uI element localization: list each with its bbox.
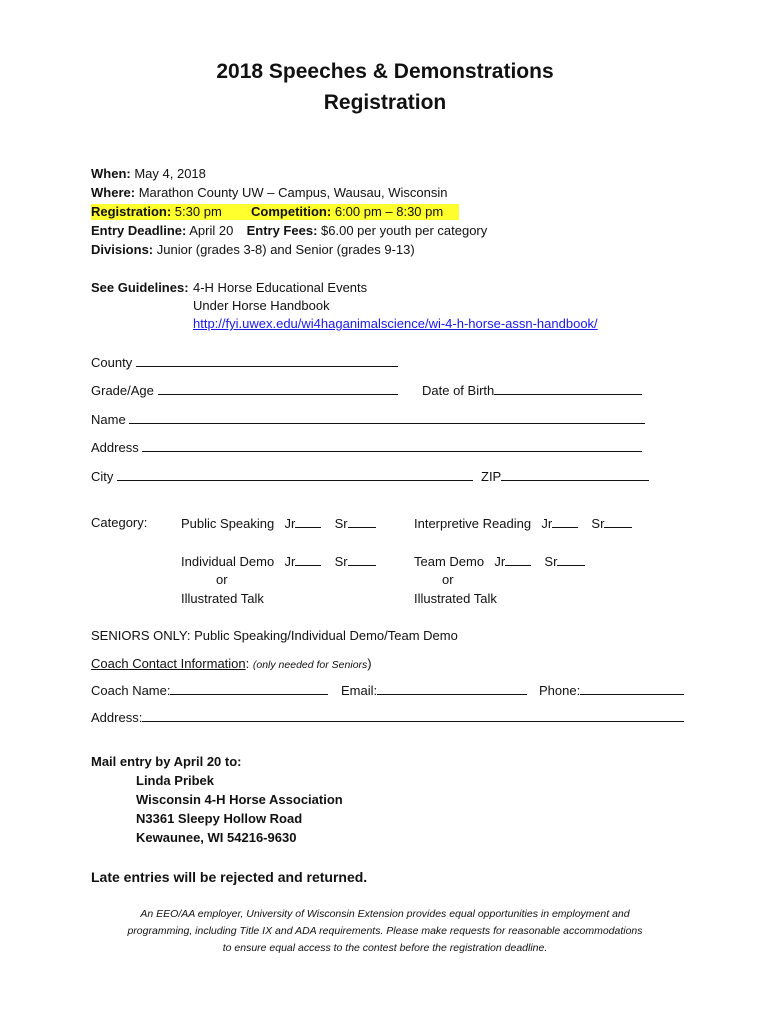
grade-age-label: Grade/Age (91, 383, 154, 398)
dob-label: Date of Birth (422, 383, 495, 398)
jr-label: Jr (494, 554, 506, 569)
mail-line4: Kewaunee, WI 54216-9630 (136, 830, 297, 845)
address-field[interactable] (91, 439, 642, 456)
dob-field[interactable] (422, 382, 642, 399)
individual-demo-jr-line[interactable] (295, 553, 321, 566)
deadline-label: Entry Deadline: (91, 223, 187, 238)
individual-demo-label: Individual Demo (181, 554, 275, 569)
team-demo-jr-line[interactable] (505, 553, 531, 566)
sr-label: Sr (334, 516, 348, 531)
seniors-only-text: SENIORS ONLY: Public Speaking/Individual Demo/Team Demo (91, 628, 458, 643)
zip-field[interactable] (481, 468, 649, 485)
when-value: May 4, 2018 (134, 166, 206, 181)
coach-contact-heading: Coach Contact Information: (only needed for Seniors) (91, 656, 372, 671)
handbook-link[interactable]: http://fyi.uwex.edu/wi4haganimalscience/wi-4-h-horse-assn-handbook/ (193, 316, 598, 331)
competition-value: 6:00 pm – 8:30 pm (334, 204, 444, 219)
footer-line3: to ensure equal access to the contest before the registration deadline. (222, 942, 548, 954)
interpretive-reading-jr-line[interactable] (552, 515, 578, 528)
deadline-row (91, 223, 487, 239)
coach-address-label: Address: (91, 710, 143, 725)
interpretive-reading-sr-line[interactable] (604, 515, 632, 528)
late-notice: Late entries will be rejected and returned. (91, 869, 368, 885)
name-label: Name (91, 412, 126, 427)
interpretive-reading-label: Interpretive Reading (414, 516, 532, 531)
city-label: City (91, 469, 114, 484)
deadline-value: April 20 (189, 223, 234, 238)
mail-line2: Wisconsin 4-H Horse Association (136, 792, 343, 807)
page-title: 2018 Speeches & Demonstrations (216, 60, 554, 83)
guidelines-line1: 4-H Horse Educational Events (193, 280, 368, 295)
coach-email-label: Email: (341, 683, 378, 698)
guidelines-line2: Under Horse Handbook (193, 298, 330, 313)
public-speaking-sr-line[interactable] (348, 515, 376, 528)
sr-label: Sr (544, 554, 558, 569)
name-field[interactable] (91, 411, 645, 428)
interpretive-reading-option[interactable] (414, 515, 632, 532)
county-line[interactable] (136, 354, 398, 367)
fees-value: $6.00 per youth per category (321, 223, 488, 238)
coach-contact-note: (only needed for Seniors (252, 659, 368, 671)
guidelines-label: See Guidelines: (91, 280, 189, 295)
when-row (91, 166, 206, 182)
divisions-row (91, 242, 415, 258)
or-label: or (442, 572, 454, 587)
coach-phone-field[interactable] (539, 682, 684, 699)
page-subtitle: Registration (323, 91, 447, 114)
individual-demo-sr-line[interactable] (348, 553, 376, 566)
when-label: When: (91, 166, 131, 181)
illustrated-talk-label: Illustrated Talk (414, 591, 497, 606)
address-label: Address (91, 440, 139, 455)
or-label: or (216, 572, 228, 587)
coach-phone-label: Phone: (539, 683, 581, 698)
coach-email-field[interactable] (341, 682, 527, 699)
jr-label: Jr (284, 516, 296, 531)
county-label: County (91, 355, 133, 370)
where-value: Marathon County UW – Campus, Wausau, Wisconsin (138, 185, 448, 200)
name-line[interactable] (129, 411, 645, 424)
sr-label: Sr (334, 554, 348, 569)
registration-row (91, 204, 459, 220)
zip-label: ZIP (481, 469, 502, 484)
illustrated-talk-label: Illustrated Talk (181, 591, 264, 606)
mail-heading: Mail entry by April 20 to: (91, 754, 242, 769)
coach-contact-label: Coach Contact Information (91, 656, 246, 671)
team-demo-sr-line[interactable] (557, 553, 585, 566)
competition-label: Competition: (251, 204, 332, 219)
divisions-value: Junior (grades 3-8) and Senior (grades 9-13) (156, 242, 415, 257)
address-line[interactable] (142, 439, 642, 452)
divisions-label: Divisions: (91, 242, 154, 257)
fees-label: Entry Fees: (246, 223, 318, 238)
coach-name-line[interactable] (170, 682, 328, 695)
public-speaking-jr-line[interactable] (295, 515, 321, 528)
footer-line2: programming, including Title IX and ADA requirements. Please make requests for reasonable accommodations (127, 925, 643, 937)
category-label: Category: (91, 515, 148, 530)
registration-value: 5:30 pm (174, 204, 222, 219)
team-demo-label: Team Demo (414, 554, 485, 569)
footer-line1: An EEO/AA employer, University of Wisconsin Extension provides equal opportunities in employment and (140, 908, 630, 920)
zip-line[interactable] (501, 468, 649, 481)
city-field[interactable] (91, 468, 473, 485)
coach-address-line[interactable] (142, 709, 684, 722)
coach-name-label: Coach Name: (91, 683, 171, 698)
registration-label: Registration: (91, 204, 172, 219)
team-demo-option[interactable] (414, 553, 585, 570)
mail-line1: Linda Pribek (136, 773, 215, 788)
county-field[interactable] (91, 354, 398, 371)
grade-age-line[interactable] (158, 382, 398, 395)
sr-label: Sr (591, 516, 605, 531)
grade-age-field[interactable] (91, 382, 398, 399)
individual-demo-option[interactable] (181, 553, 376, 570)
dob-line[interactable] (494, 382, 642, 395)
city-line[interactable] (117, 468, 473, 481)
mail-line3: N3361 Sleepy Hollow Road (136, 811, 303, 826)
where-label: Where: (91, 185, 136, 200)
public-speaking-label: Public Speaking (181, 516, 275, 531)
where-row (91, 185, 447, 201)
jr-label: Jr (541, 516, 553, 531)
jr-label: Jr (284, 554, 296, 569)
coach-phone-line[interactable] (580, 682, 684, 695)
coach-address-field[interactable] (91, 709, 684, 726)
coach-name-field[interactable] (91, 682, 328, 699)
public-speaking-option[interactable] (181, 515, 376, 532)
coach-email-line[interactable] (377, 682, 527, 695)
